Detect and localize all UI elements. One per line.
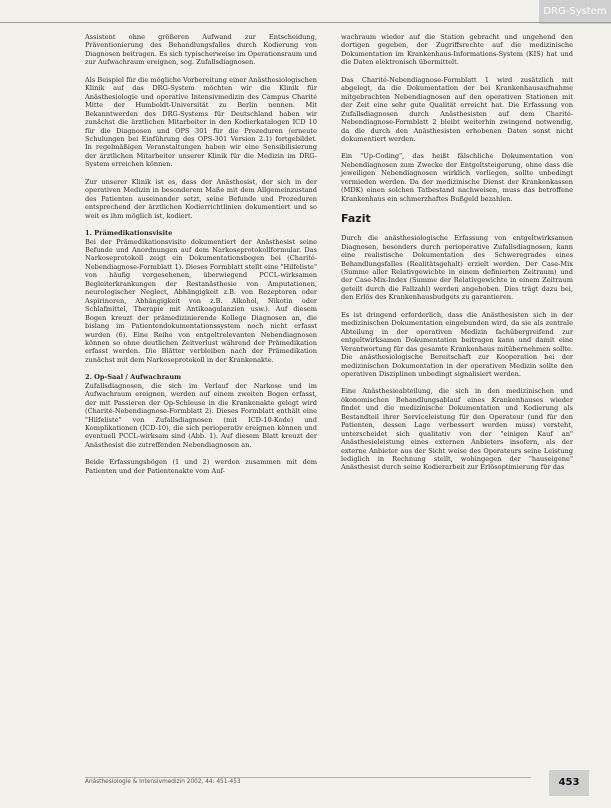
paragraph: Durch die anästhesiologische Erfassung von entgeltwirksamen Diagnosen, besonders durch perioperative Zufallsdiagnosen, kann eine realistische Dokumentation des Schweregrades eines Behandlungsfalles (Realitätsgehalt) erzielt werden. Der Case-Mix (Summe aller Relativgewichte in einem definierten Zeitraum) und der Case-Mix-Index (Summe der Relativgewichte in einem Zeitraum geteilt durch die Fallzahl) werden angehoben. Dies trägt dazu bei, den Erlös des Krankenhausbudgets zu garantieren. [341,234,573,302]
section-heading-fazit: Fazit [341,212,371,226]
header-rule [0,22,611,23]
right-column [341,33,573,481]
paragraph: Assistent ohne größeren Aufwand zur Entscheidung, Präventionierung des Behandlungsfalles durch Kodierung von Diagnosen beitragen. Es sich typischerweise im Operationsraum und zur Aufwachraum ereignen, sog. Zufallsdiagnosen. [85,33,317,67]
left-column [85,33,317,484]
paragraph: Das Charité-Nebendiagnose-Formblatt 1 wird zusätzlich mit abgelegt, da die Dokumentation der bei Krankenhausaufnahme mitgebrachten Nebendiagnosen auf den operativen Stationen mit der Zeit eine sehr gute Qualität erreicht hat. Die Erfassung von Zufallsdiagnosen durch Anästhesisten auf dem Charité-Nebendiagnose-Formblatt 2 bleibt weiterhin zwingend notwendig, da die durch den Anästhesisten erhobenen Daten sonst nicht dokumentiert werden. [341,75,573,143]
footer-rule [85,777,531,778]
journal-citation: Anästhesiologie & Intensivmedizin 2002, 44: 451-453 [85,779,241,785]
paragraph: Als Beispiel für die mögliche Vorbereitung einer Anästhesiologischen Klinik auf das DRG-System möchten wir die Klinik für Anästhesiologie und operative Intensivmedizin des Campus Charité Mitte der Humboldt-Universität zu Berlin nennen. Mit Bekanntwerden des DRG-Systems für Deutschland haben wir zunächst die ärztlichen Mitarbeiter in den Kodierkatalogen ICD 10 für die Diagnosen und OPS 301 für die Prozeduren (erneute Schulungen bei Einführung des OPS-301 Version 2.1) fortgebildet. In regelmäßigen Veranstaltungen haben wir eine Sensibilisierung der ärztlichen Mitarbeiter unserer Klinik für die Medizin im DRG-System erreichen können. [85,75,317,169]
paragraph: Es ist dringend erforderlich, dass die Anästhesisten sich in der medizinischen Dokumentation eingebunden wird, da sie als zentrale Abteilung in der operativen Medizin fachübergreifend zur entgeltwirksamen Dokumentation beitragen kann und damit eine Verantwortung für das gesamte Krankenhaus mitübernehmen sollte. Die anästhesiologische Bereitschaft zur Kooperation bei der medizinischen Dokumentation in der operativen Medizin sollte den operativen Disziplinen unbedingt signalisiert werden. [341,310,573,378]
paragraph: Beide Erfassungsbögen (1 und 2) werden zusammen mit dem Patienten und der Patientenakte vom Auf- [85,458,317,475]
paragraph: Ein "Up-Coding", das heißt fälschliche Dokumentation von Nebendiagnosen zum Zwecke der Entgeltsteigerung, ohne dass die jeweiligen Nebendiagnosen wirklich vorliegen, sollte unbedingt vermieden werden. Da der medizinische Dienst der Krankenkassen (MDK) einen solchen Tatbestand nachweisen, muss das betroffene Krankenhaus ein schmerzhaftes Bußgeld bezahlen. [341,152,573,203]
paragraph: Eine Anästhesieabteilung, die sich in den medizinischen und ökonomischen Behandlungsablauf eines Krankenhauses wieder findet und die medizinische Dokumentation und Kodierung als Bestandteil ihrer Serviceleistung für den Operateur (und für den Patienten, dessen Lage verbessert werden muss) versteht, unterscheidet sich qualitativ von der "einigen Kauf an" Anästhesieleistung eines externen Anbieters insofern, als der externe Anbieter aus der Sicht weise des Operateurs seine Leistung lediglich in Rechnung stellt, wohingegen der "hauseigene" Anästhesist durch seine Kodierarbeit zur Erlösoptimierung für das [341,387,573,472]
subheading-premedication: 1. Prämedikationsvisite [85,229,173,238]
subheading-op-room: 2. Op-Saal / Aufwachraum [85,373,182,382]
paragraph: Zur unserer Klinik ist es, dass der Anästhesist, der sich in der operativen Medizin in besonderem Maße mit dem Allgemeinzustand des Patienten auseinander setzt, seine Befunde und Prozeduren entsprechend der ärztlichen Kodierrichtlinien dokumentiert und so weit es ihm möglich ist, kodiert. [85,177,317,220]
paragraph: Zufallsdiagnosen, die sich im Verlauf der Narkose und im Aufwachraum ereignen, werden auf einem zweiten Bogen erfasst, der mit Passieren der Op-Schleuse in die Krankenakte gelegt wird (Charité-Nebendiagnose-Formblatt 2). Dieses Formblatt enthält eine "Hilfeliste" von Zufallsdiagnosen (mit ICD-10-Kode) und Komplikationen (ICD-10), die sich perioperativ ereignen können und eventuell PCCL-wirksam sind (Abb. 1). Auf diesem Blatt kreuzt der Anästhesist die zutreffenden Nebendiagnosen an. [85,381,317,449]
page-number: 453 [549,770,589,796]
paragraph: Bei der Prämedikationsvisite dokumentiert der Anästhesist seine Befunde und Anordnungen auf dem Narkoseprotokollformular. Das Narkoseprotokoll zeigt ein Dokumentationsbogen bei (Charité-Nebendiagnose-Formblatt 1). Dieses Formblatt stellt eine "Hilfeliste" von häufig vorgesehenen, überwiegend PCCL-wirksamen Begleiterkrankungen der Restanästhesie von Amputationen, neurologischer Neglect, Abhängigkeit z.B. von Rezeptoren oder Aspirinoren, Abhängigkeit von z.B. Alkohol, Nikotin oder Schlafmittel, Therapie mit Antikoagulanzien usw.). Auf diesem Bogen kreuzt der prämedizinierende Kollege Diagnosen an, die bislang im Patientendokumentationssystem noch nicht erfasst wurden (6). Eine Reihe von entgeltrelevanten Nebendiagnosen können so ohne deutlichen Zeitverlust während der Prämedikation erfasst werden. Die Blätter verbleiben nach der Prämedikation zunächst mit dem Narkoseprotokoll in der Krankenakte. [85,237,317,364]
section-header-tab: DRG-System [539,0,611,24]
paragraph: wachraum wieder auf die Station gebracht und ungehend den dortigen gegeben, der Zugriffsrechte auf die medizinische Dokumentation im Krankenhaus-Informations-System (KIS) hat und die Daten elektronisch übermittelt. [341,33,573,67]
